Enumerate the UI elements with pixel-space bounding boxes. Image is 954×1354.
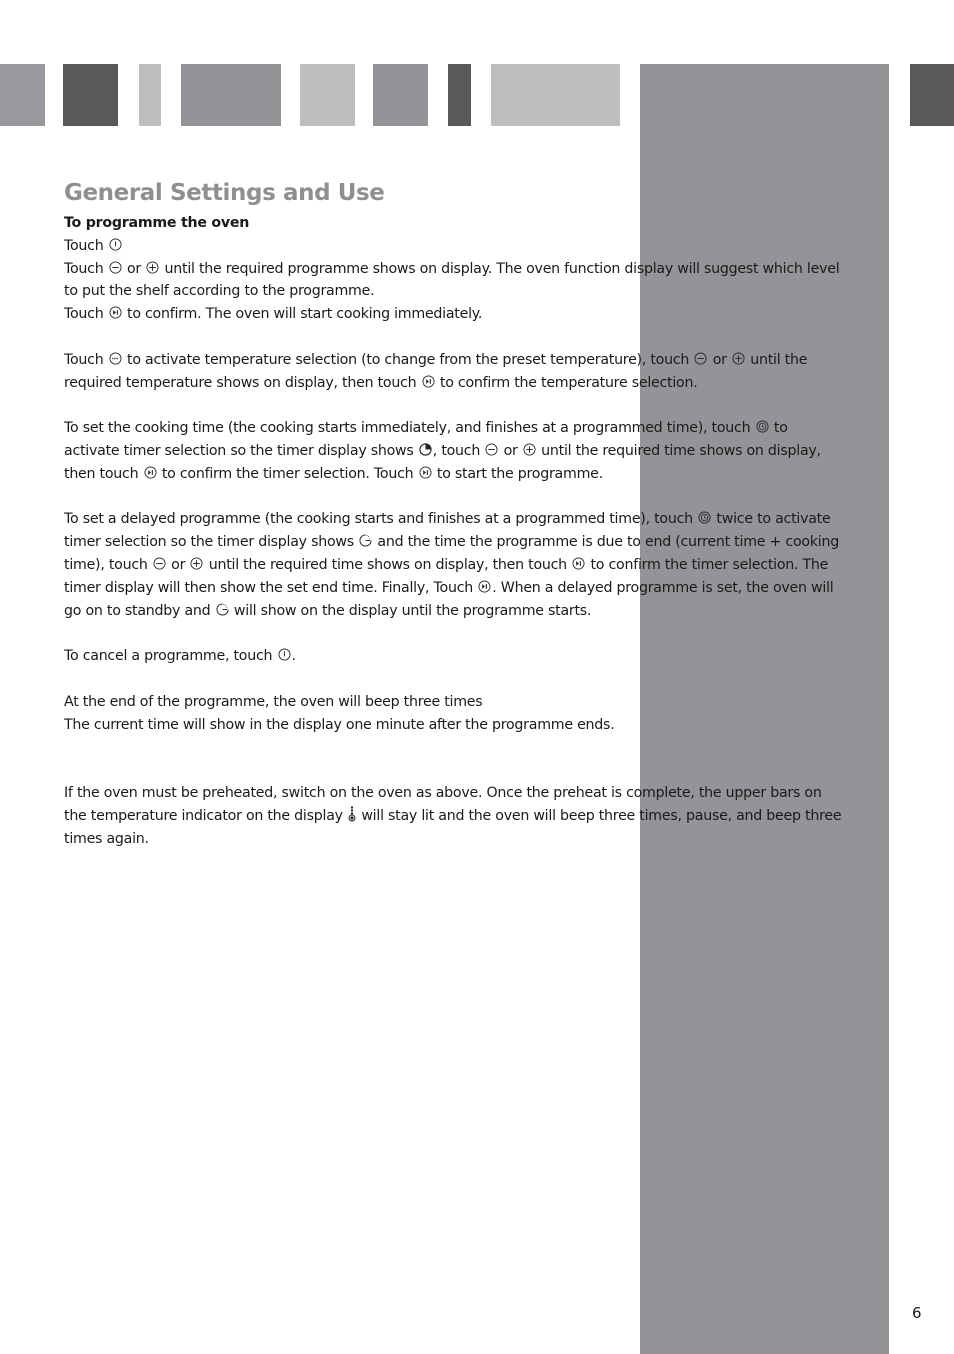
header-block-9 xyxy=(910,64,954,126)
start-confirm-icon xyxy=(144,466,157,479)
start-confirm-icon xyxy=(422,375,435,388)
plus-icon xyxy=(732,352,745,365)
power-icon xyxy=(278,648,291,661)
end-time-icon xyxy=(216,603,229,616)
minus-icon xyxy=(485,443,498,456)
plus-icon xyxy=(146,261,159,274)
paragraph-end-programme-1: At the end of the programme, the oven will beep three times xyxy=(64,693,483,710)
section-subheading: To programme the oven xyxy=(64,215,250,231)
header-block-4 xyxy=(181,64,281,126)
start-confirm-icon xyxy=(478,580,491,593)
end-time-icon xyxy=(359,534,372,547)
header-block-6 xyxy=(373,64,428,126)
start-confirm-icon xyxy=(572,557,585,570)
header-block-7 xyxy=(448,64,471,126)
header-block-3 xyxy=(139,64,161,126)
paragraph-preheat: If the oven must be preheated, switch on the oven as above. Once the preheat is complete, the upper bars on the temperature indicator on the display will stay lit and the oven will beep three times, pause, and beep three times again. xyxy=(64,784,842,847)
plus-icon xyxy=(523,443,536,456)
paragraph-end-programme-2: The current time will show in the display one minute after the programme ends. xyxy=(64,716,615,733)
timer-icon xyxy=(756,420,769,433)
plus-icon xyxy=(190,557,203,570)
page-number: 6 xyxy=(912,1304,922,1322)
minus-icon xyxy=(694,352,707,365)
header-block-2 xyxy=(63,64,118,126)
paragraph-temperature: Touch to activate temperature selection (to change from the preset temperature), touch or until the required temperature shows on display, then touch to confirm the temperature selection. xyxy=(64,351,808,391)
page-content xyxy=(64,178,844,873)
start-confirm-icon xyxy=(419,466,432,479)
minus-icon xyxy=(109,261,122,274)
header-block-8 xyxy=(491,64,620,126)
paragraph-delayed-programme: To set a delayed programme (the cooking starts and finishes at a programmed time), touch twice to activate timer selection so the timer display shows and the time the programme is due to end (current time + cooking time), touch or until the required time shows on display, then touch to confirm the timer selection. The timer display will then show the set end time. Finally, Touch . When a delayed programme is set, the oven will go on to standby and will show on the display until the programme starts. xyxy=(64,511,839,619)
paragraph-cancel: To cancel a programme, touch . xyxy=(64,648,296,665)
spacer xyxy=(64,759,844,782)
minus-icon xyxy=(153,557,166,570)
timer-icon xyxy=(698,511,711,524)
power-icon xyxy=(109,238,122,251)
cooking-time-icon xyxy=(419,443,432,456)
start-confirm-icon xyxy=(109,306,122,319)
paragraph-programme: Touch Touch or until the required programme shows on display. The oven function display will suggest which level to put the shelf according to the programme. Touch to confirm. The oven will start cooking immediately. xyxy=(64,237,840,323)
paragraph-cooking-time: To set the cooking time (the cooking starts immediately, and finishes at a programmed time), touch to activate timer selection so the timer display shows , touch or until the required time shows on display, then touch to confirm the timer selection. Touch to start the programme. xyxy=(64,420,821,482)
page-title: General Settings and Use xyxy=(64,180,385,206)
temperature-icon xyxy=(109,352,122,365)
header-block-1 xyxy=(0,64,45,126)
header-block-5 xyxy=(300,64,355,126)
thermometer-icon xyxy=(348,806,356,822)
